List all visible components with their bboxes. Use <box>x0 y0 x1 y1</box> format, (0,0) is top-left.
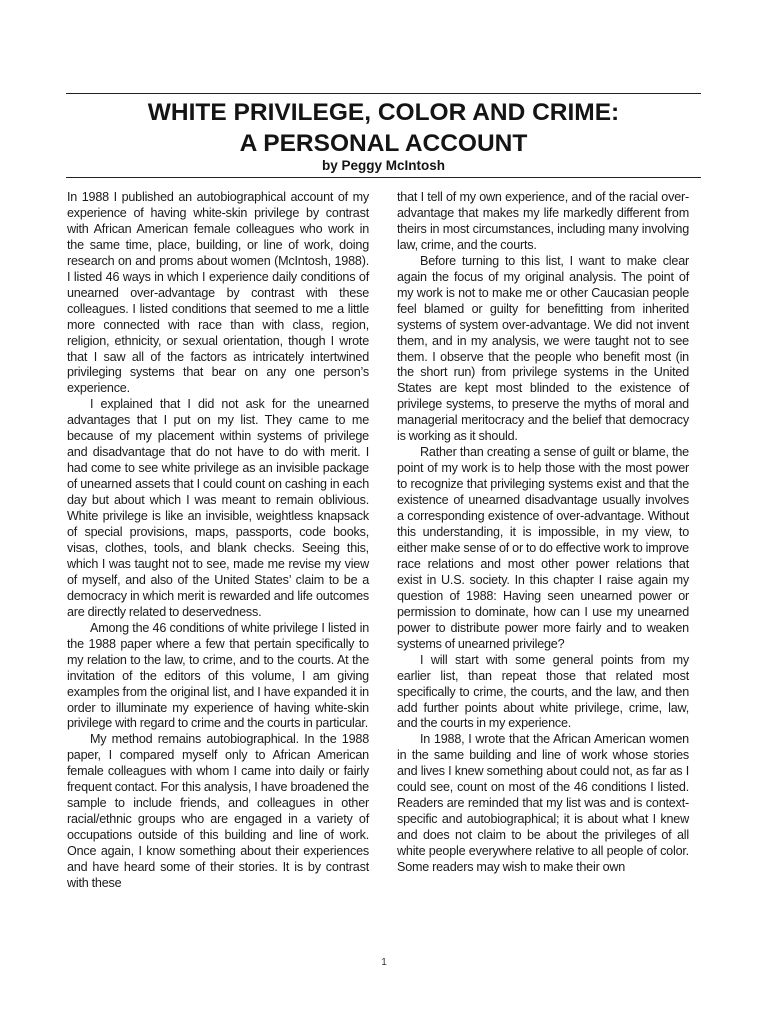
article-title-line-1: WHITE PRIVILEGE, COLOR AND CRIME: <box>147 99 620 126</box>
right-text-column <box>397 190 689 876</box>
right-paragraph-1: that I tell of my own experience, and of the racial over-advantage that makes my life markedly different from theirs in most circumstances, including many involving law, crime, and the courts. <box>397 190 689 252</box>
right-paragraph-2: Before turning to this list, I want to make clear again the focus of my original analysis. The point of my work is not to make me or other Caucasian people feel blamed or guilty for benefitting from inherited systems of system over-advantage. We did not invent them, and in my analysis, we were taught not to see them. I observe that the people who benefit most (in the short run) from privilege systems in the United States are kept most blinded to the existence of privilege systems, to preserve the myths of moral and managerial meritocracy and the belief that democracy is working as it should. <box>397 253 689 444</box>
author-byline: by Peggy McIntosh <box>321 158 446 173</box>
left-paragraph-4: My method remains autobiographical. In the 1988 paper, I compared myself only to African American female colleagues with whom I came into daily or fairly frequent contact. For this analysis, I have broadened the sample to include friends, and colleagues in other racial/ethnic groups who are engaged in a variety of occupations outside of this building and line of work. Once again, I know something about their experiences and have heard some of their stories. It is by contrast with these <box>67 732 369 890</box>
header-bottom-rule <box>66 177 701 178</box>
left-paragraph-3: Among the 46 conditions of white privilege I listed in the 1988 paper where a few that pertain specifically to my relation to the law, to crime, and to the courts. At the invitation of the editors of this volume, I am giving examples from the original list, and I have expanded it in order to illuminate my experience of having white-skin privilege with regard to crime and the courts in particular. <box>67 620 369 731</box>
right-paragraph-3: Rather than creating a sense of guilt or blame, the point of my work is to help those with the most power to recognize that privileging systems exist and that the existence of unearned disadvantage usually involves a corresponding existence of over-advantage. Without this understanding, it is impossible, in my view, to either make sense of or to do effective work to improve race relations and most other power relations that exist in U.S. society. In this chapter I raise again my question of 1988: Having seen unearned power or permission to dominate, how can I use my unearned power to distribute power more fairly and to weaken systems of unearned privilege? <box>397 445 689 651</box>
right-paragraph-4: I will start with some general points from my earlier list, than repeat those that related most specifically to crime, the courts, and the law, and then add further points about white privilege, crime, law, and the courts in my experience. <box>397 652 689 731</box>
right-paragraph-5: In 1988, I wrote that the African American women in the same building and line of work whose stories and lives I knew something about could not, as far as I could see, count on most of the 46 conditions I listed. Readers are reminded that my list was and is context-specific and autobiographical; it is about what I knew and does not claim to be about the privileges of all white people everywhere relative to all people of color. Some readers may wish to make their own <box>397 732 689 875</box>
header-top-rule <box>66 93 701 94</box>
page-number: 1 <box>381 957 387 968</box>
left-text-column <box>67 190 369 892</box>
article-title-line-2: A PERSONAL ACCOUNT <box>239 130 528 157</box>
left-paragraph-2: I explained that I did not ask for the unearned advantages that I put on my list. They came to me because of my placement within systems of privilege and disadvantage that do not have to do with merit. I had come to see white privilege as an invisible package of unearned assets that I could count on cashing in each day but about which I was meant to remain oblivious. White privilege is like an invisible, weightless knapsack of special provisions, maps, passports, code books, visas, clothes, tools, and blank checks. Seeing this, which I was taught not to see, made me revise my view of myself, and also of the United States’ claim to be a democracy in which merit is rewarded and life outcomes are directly related to deservedness. <box>67 397 369 619</box>
left-paragraph-1: In 1988 I published an autobiographical account of my experience of having white-skin privilege by contrast with African American female colleagues who work in the same time, place, building, or line of work, doing research on and proms about women (McIntosh, 1988). I listed 46 ways in which I experience daily conditions of unearned over-advantage by contrast with these colleagues. I listed conditions that seemed to me a little more connected with race than with class, region, religion, ethnicity, or sexual orientation, though I wrote that I saw all of the factors as intricately intertwined privileging systems that bear on any one person’s experience. <box>67 190 369 396</box>
